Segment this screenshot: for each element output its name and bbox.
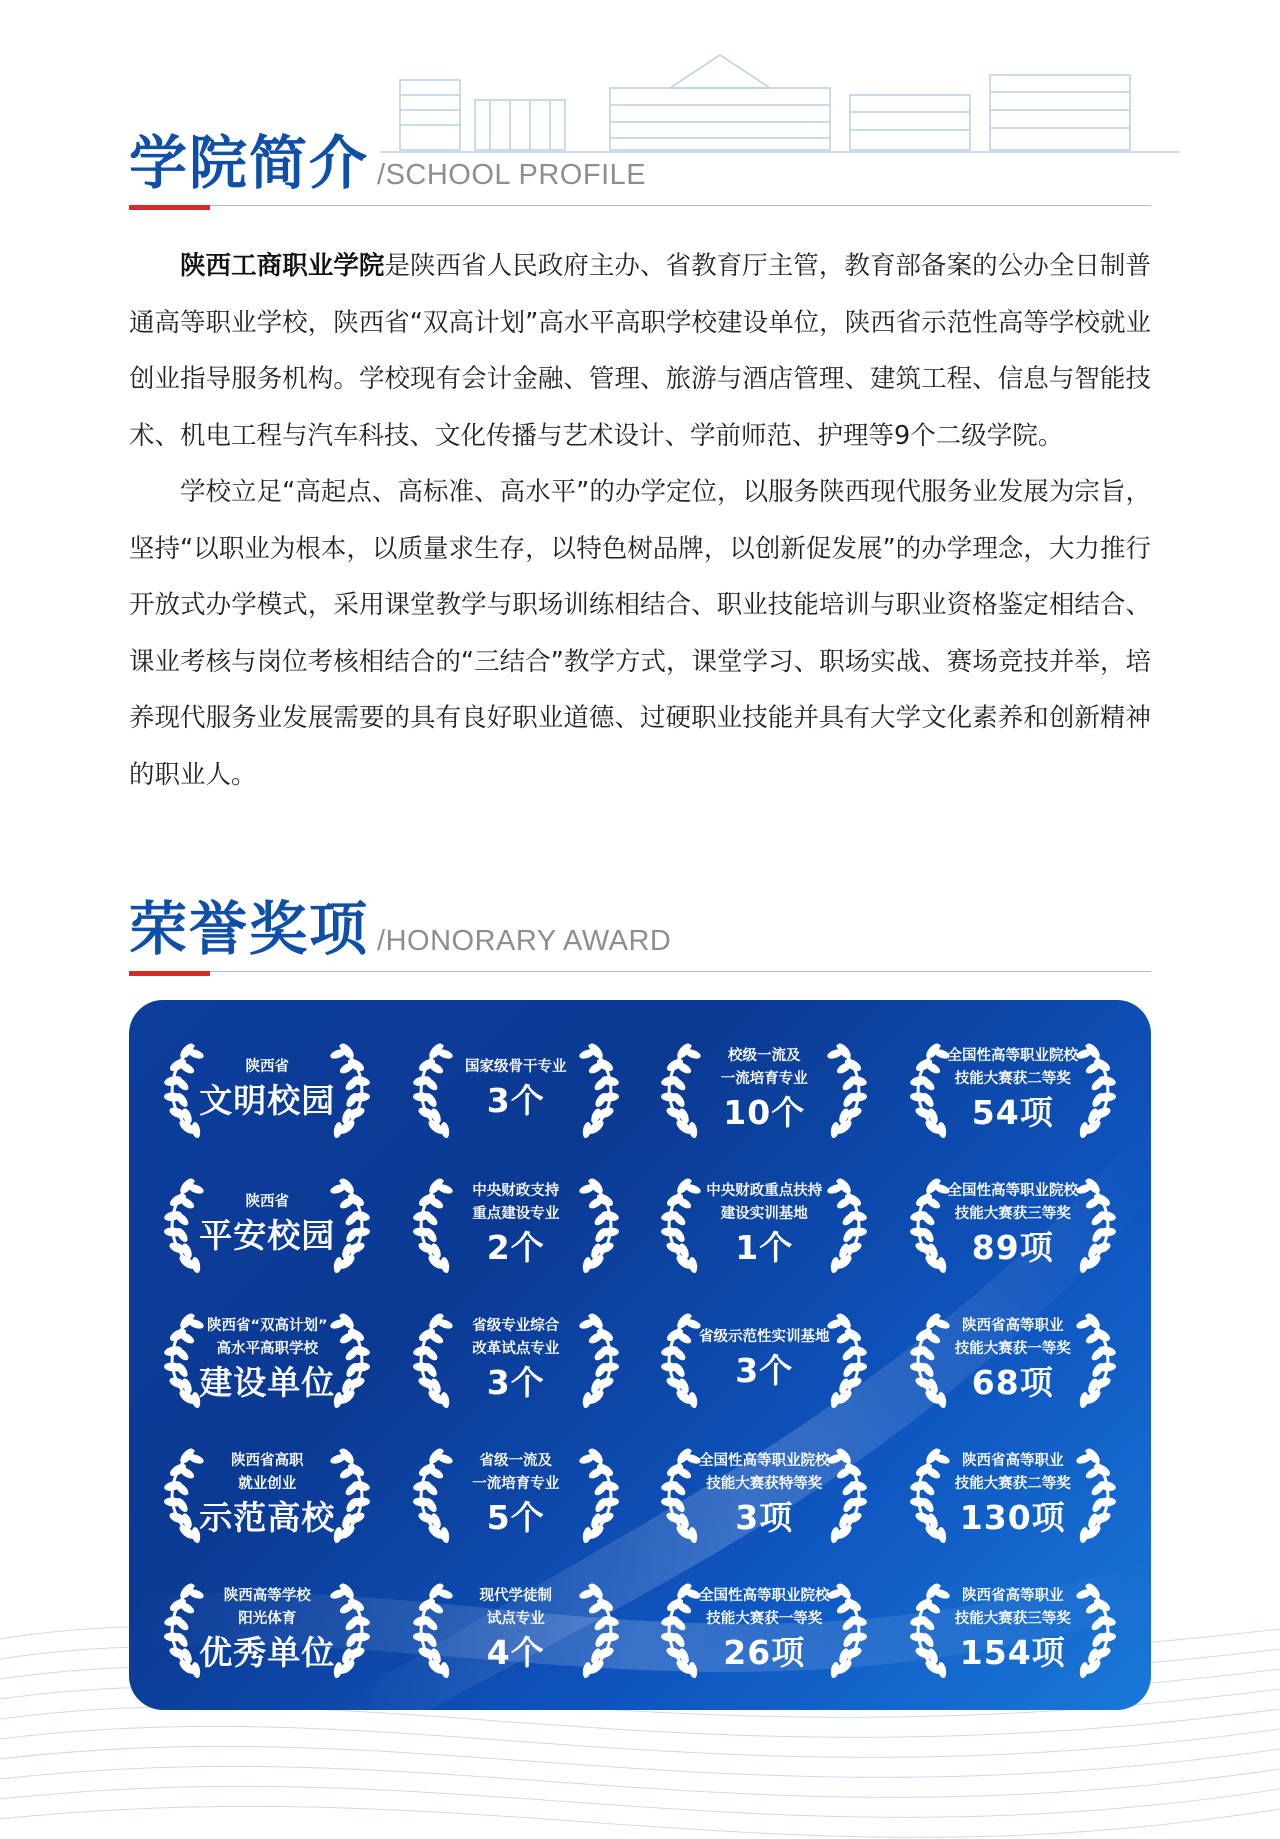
award-item <box>889 1428 1138 1563</box>
award-item <box>889 1563 1138 1698</box>
award-value: 建设单位 <box>199 1362 336 1402</box>
award-caption: 全国性高等职业院校 <box>699 1453 830 1470</box>
award-value: 2个 <box>486 1227 545 1267</box>
award-value: 文明校园 <box>199 1081 336 1121</box>
award-caption: 技能大赛获三等奖 <box>954 1205 1071 1222</box>
award-value: 26项 <box>723 1633 806 1673</box>
school-name: 陕西工商职业学院 <box>180 251 385 281</box>
section-divider <box>129 971 1151 972</box>
award-caption: 陕西省 <box>245 1194 289 1211</box>
school-profile-header <box>129 124 1151 206</box>
section-divider <box>129 205 1151 206</box>
section-accent-bar <box>129 971 210 976</box>
award-caption: 技能大赛获一等奖 <box>954 1340 1071 1357</box>
award-item <box>392 1428 641 1563</box>
award-caption: 全国性高等职业院校 <box>947 1047 1078 1064</box>
award-item <box>392 1292 641 1427</box>
award-caption: 一流培育专业 <box>472 1476 560 1493</box>
award-value: 5个 <box>486 1498 545 1538</box>
honorary-award-title: 荣誉奖项 <box>129 895 370 963</box>
award-caption: 陕西省高等职业 <box>962 1317 1064 1334</box>
award-value: 154项 <box>959 1633 1066 1673</box>
award-value: 3项 <box>735 1498 794 1538</box>
award-caption: 全国性高等职业院校 <box>947 1182 1078 1199</box>
award-value: 68项 <box>971 1362 1054 1402</box>
award-caption: 陕西省“双高计划” <box>206 1317 328 1334</box>
award-caption: 现代学徒制 <box>479 1588 552 1605</box>
award-caption: 阳光体育 <box>238 1611 297 1628</box>
award-item <box>392 1563 641 1698</box>
award-caption: 建设实训基地 <box>720 1205 808 1222</box>
award-item <box>392 1157 641 1292</box>
award-caption: 省级专业综合 <box>472 1317 560 1334</box>
award-value: 3个 <box>486 1081 545 1121</box>
award-caption: 陕西高等学校 <box>223 1588 311 1605</box>
award-caption: 技能大赛获特等奖 <box>706 1476 823 1493</box>
award-value: 4个 <box>486 1633 545 1673</box>
award-item <box>889 1022 1138 1157</box>
profile-paragraph-1 <box>129 238 1151 464</box>
school-profile-title: 学院简介 <box>129 129 370 197</box>
award-caption: 试点专业 <box>486 1611 545 1628</box>
award-item <box>889 1157 1138 1292</box>
award-item <box>143 1022 392 1157</box>
award-caption: 校级一流及 <box>728 1047 801 1064</box>
award-value: 1个 <box>735 1227 794 1267</box>
section-accent-bar <box>129 205 210 210</box>
award-value: 89项 <box>971 1227 1054 1267</box>
award-item <box>640 1022 889 1157</box>
award-caption: 技能大赛获二等奖 <box>954 1070 1071 1087</box>
award-item <box>143 1292 392 1427</box>
award-value: 54项 <box>971 1092 1054 1132</box>
award-value: 3个 <box>486 1362 545 1402</box>
award-item <box>143 1428 392 1563</box>
award-item <box>392 1022 641 1157</box>
award-caption: 陕西省高职 <box>231 1453 304 1470</box>
profile-paragraph-1-body: 是陕西省人民政府主办、省教育厅主管，教育部备案的公办全日制普通高等职业学校，陕西省“双高计划”高水平高职学校建设单位，陕西省示范性高等学校就业创业指导服务机构。学校现有会计金融、管理、旅游与酒店管理、建筑工程、信息与智能技术、机电工程与汽车科技、文化传播与艺术设计、学前师范、护理等9个二级学院。 <box>129 251 1151 451</box>
award-value: 平安校园 <box>199 1216 336 1256</box>
award-value: 130项 <box>959 1498 1066 1538</box>
award-grid <box>143 1022 1137 1698</box>
award-caption: 高水平高职学校 <box>216 1340 318 1357</box>
award-caption: 中央财政重点扶持 <box>706 1182 823 1199</box>
award-caption: 改革试点专业 <box>472 1340 560 1357</box>
honorary-award-subtitle: /HONORARY AWARD <box>377 925 672 957</box>
award-value: 示范高校 <box>199 1498 336 1538</box>
award-caption: 陕西省 <box>245 1059 289 1076</box>
award-value: 3个 <box>735 1351 794 1391</box>
award-caption: 技能大赛获三等奖 <box>954 1611 1071 1628</box>
award-value: 10个 <box>723 1092 806 1132</box>
award-caption: 全国性高等职业院校 <box>699 1588 830 1605</box>
award-caption: 国家级骨干专业 <box>465 1059 567 1076</box>
award-item <box>640 1157 889 1292</box>
award-caption: 一流培育专业 <box>720 1070 808 1087</box>
award-caption: 就业创业 <box>238 1476 297 1493</box>
award-caption: 技能大赛获二等奖 <box>954 1476 1071 1493</box>
award-caption: 陕西省高等职业 <box>962 1453 1064 1470</box>
honorary-award-header <box>129 890 1151 972</box>
award-caption: 重点建设专业 <box>472 1205 560 1222</box>
award-item <box>143 1157 392 1292</box>
award-caption: 中央财政支持 <box>472 1182 560 1199</box>
award-item <box>640 1292 889 1427</box>
award-item <box>640 1428 889 1563</box>
award-caption: 技能大赛获一等奖 <box>706 1611 823 1628</box>
profile-paragraph-2: 学校立足“高起点、高标准、高水平”的办学定位，以服务陕西现代服务业发展为宗旨，坚持“以职业为根本，以质量求生存，以特色树品牌，以创新促发展”的办学理念，大力推行开放式办学模式，采用课堂教学与职场训练相结合、职业技能培训与职业资格鉴定相结合、课业考核与岗位考核相结合的“三结合”教学方式，课堂学习、职场实战、赛场竞技并举，培养现代服务业发展需要的具有良好职业道德、过硬职业技能并具有大学文化素养和创新精神的职业人。 <box>129 477 1151 790</box>
award-panel <box>129 1000 1151 1710</box>
award-caption: 省级一流及 <box>479 1453 552 1470</box>
award-value: 优秀单位 <box>199 1633 336 1673</box>
award-caption: 省级示范性实训基地 <box>699 1329 830 1346</box>
school-profile-text <box>129 238 1151 803</box>
award-item <box>640 1563 889 1698</box>
award-caption: 陕西省高等职业 <box>962 1588 1064 1605</box>
award-item <box>143 1563 392 1698</box>
award-item <box>889 1292 1138 1427</box>
school-profile-subtitle: /SCHOOL PROFILE <box>377 159 647 191</box>
